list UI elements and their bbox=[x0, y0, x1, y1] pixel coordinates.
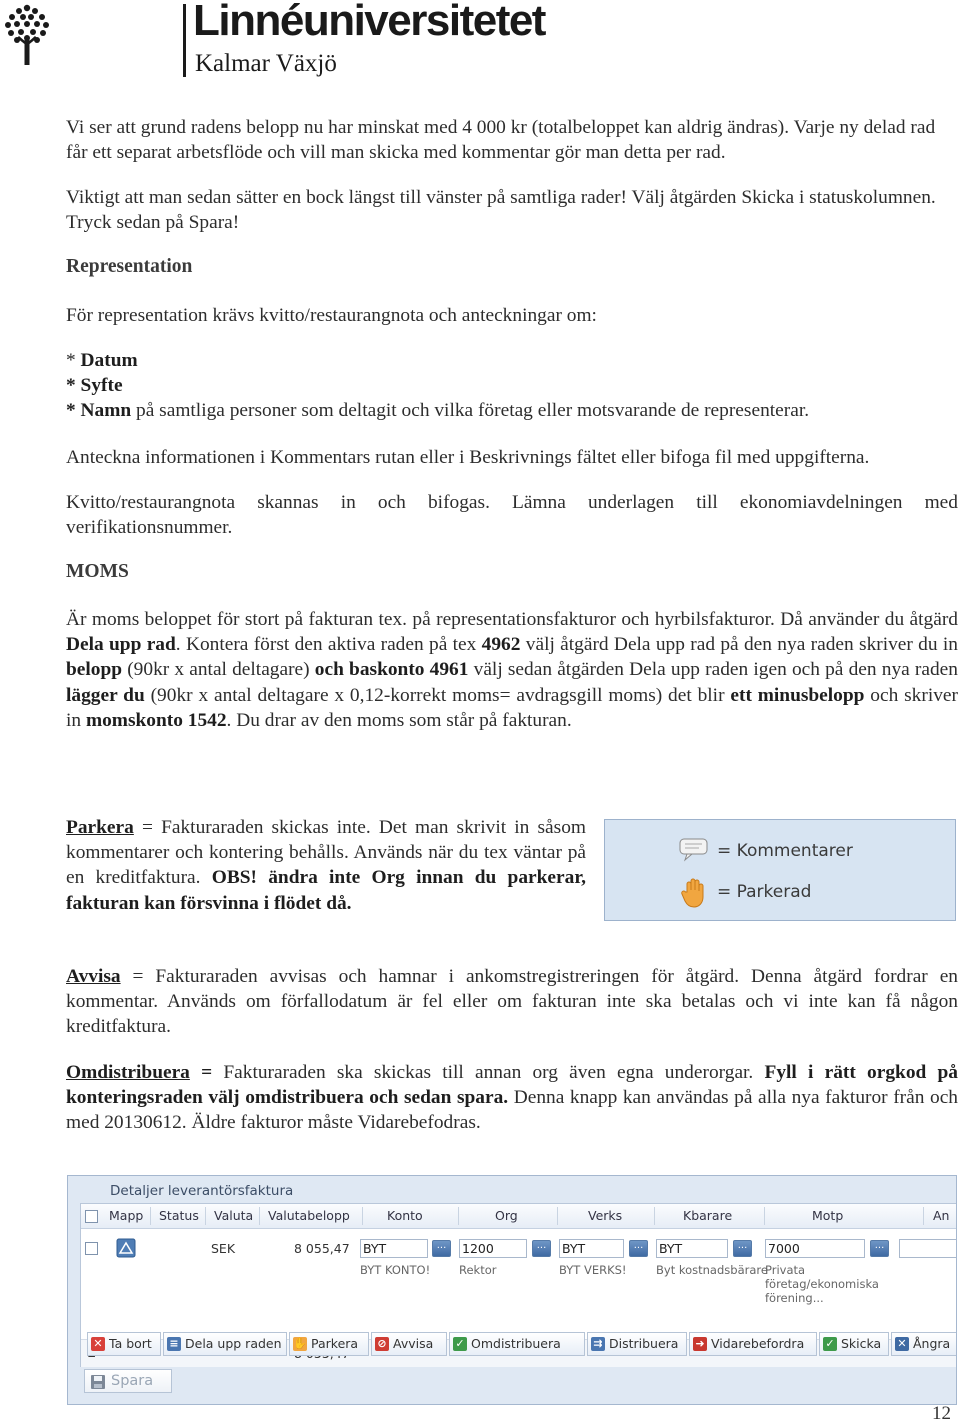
select-all-checkbox[interactable] bbox=[85, 1210, 98, 1223]
col-status[interactable]: Status bbox=[159, 1208, 199, 1223]
motp-hint-line3: förening... bbox=[765, 1291, 824, 1305]
col-kbarare[interactable]: Kbarare bbox=[683, 1208, 733, 1223]
distribute-icon: ⇉ bbox=[591, 1337, 605, 1351]
send-button[interactable]: ✓ Skicka bbox=[819, 1332, 889, 1356]
representation-note-scan: Kvitto/restaurangnota skannas in och bifogas. Lämna underlagen till ekonomiavdelningen med verifikationsnummer. bbox=[66, 492, 958, 539]
col-org[interactable]: Org bbox=[495, 1208, 518, 1223]
avvisa-term: Avvisa bbox=[66, 966, 121, 987]
park-button[interactable]: ✋ Parkera bbox=[289, 1332, 369, 1356]
legend-parked-label: = Parkerad bbox=[717, 882, 812, 902]
logo-title: Linnéuniversitetet bbox=[193, 0, 545, 45]
redistribute-icon: ✓ bbox=[453, 1337, 467, 1351]
motp-input[interactable]: 7000 bbox=[765, 1239, 865, 1258]
konto-input[interactable]: BYT bbox=[360, 1239, 428, 1258]
forward-icon: ➜ bbox=[693, 1337, 707, 1351]
org-hint: Rektor bbox=[459, 1263, 497, 1277]
invoice-details-panel bbox=[67, 1175, 957, 1405]
list-item: * Syfte bbox=[66, 375, 123, 397]
verks-input[interactable]: BYT bbox=[559, 1239, 624, 1258]
paragraph-split-rows: Vi ser att grund radens belopp nu har minskat med 4 000 kr (totalbeloppet kan aldrig ändras). Varje ny delad rad får ett separat arbetsflöde och vill man skicka med kommentar gör man detta per rad. bbox=[66, 117, 936, 164]
folder-icon[interactable] bbox=[116, 1238, 136, 1258]
split-icon: ≡ bbox=[167, 1337, 181, 1351]
university-tree-logo-icon bbox=[3, 2, 51, 66]
parkera-paragraph: Parkera = Fakturaraden skickas inte. Det man skrivit in såsom kommentarer och kontering behålls. Används när du tex väntar på en kreditfaktura. OBS! ändra inte Org innan du parkerar, fakturan kan försvinna i flödet då. bbox=[66, 817, 587, 914]
konto-hint: BYT KONTO! bbox=[360, 1263, 431, 1277]
col-valuta[interactable]: Valuta bbox=[214, 1208, 254, 1223]
motp-lookup-button[interactable]: ... bbox=[870, 1240, 889, 1257]
hand-icon: ✋ bbox=[293, 1337, 307, 1350]
forward-button[interactable]: ➜ Vidarebefordra bbox=[689, 1332, 817, 1356]
org-input[interactable]: 1200 bbox=[459, 1239, 527, 1258]
heading-representation: Representation bbox=[66, 256, 193, 277]
kbarare-lookup-button[interactable]: ... bbox=[733, 1240, 752, 1257]
verks-hint: BYT VERKS! bbox=[559, 1263, 627, 1277]
redistribute-button[interactable]: ✓ Omdistribuera bbox=[449, 1332, 585, 1356]
col-motp[interactable]: Motp bbox=[812, 1208, 844, 1223]
list-item: * Datum bbox=[66, 350, 138, 371]
undo-icon: ✕ bbox=[895, 1337, 909, 1351]
kbarare-input[interactable]: BYT bbox=[656, 1239, 728, 1258]
representation-note-comment: Anteckna informationen i Kommentars rutan eller i Beskrivnings fältet eller bifoga fil med uppgifterna. bbox=[66, 447, 870, 468]
representation-intro: För representation krävs kvitto/restaurangnota och anteckningar om: bbox=[66, 305, 597, 326]
reject-icon: ⊘ bbox=[375, 1337, 389, 1351]
icon-legend bbox=[604, 819, 956, 921]
avvisa-paragraph: Avvisa = Fakturaraden avvisas och hamnar i ankomstregistreringen för åtgärd. Denna åtgärd fordrar en kommentar. Används om förfallodatum är fel eller om fakturan inte ska betalas och vi inte kan få någon kreditfaktura. bbox=[66, 966, 958, 1038]
omdistribuera-paragraph: Omdistribuera = Fakturaraden ska skickas till annan org även egna underorgar. Fyll i rätt orgkod på konteringsraden välj omdistribuera och sedan spara. Denna knapp kan användas på alla nya fakturor från och med 20130612. Äldre fakturor måste Vidarebefodras. bbox=[66, 1062, 958, 1134]
action-toolbar bbox=[87, 1332, 957, 1358]
split-row-button[interactable]: ≡ Dela upp raden bbox=[163, 1332, 287, 1356]
row-checkbox[interactable] bbox=[85, 1242, 98, 1255]
konto-lookup-button[interactable]: ... bbox=[432, 1240, 451, 1257]
col-an[interactable]: An bbox=[933, 1208, 950, 1223]
undo-button[interactable]: ✕ Ångra bbox=[891, 1332, 957, 1356]
col-konto[interactable]: Konto bbox=[387, 1208, 423, 1223]
parkera-term: Parkera bbox=[66, 817, 134, 838]
motp-hint-line2: företag/ekonomiska bbox=[765, 1277, 879, 1291]
currency-value: SEK bbox=[211, 1241, 236, 1256]
paragraph-check-rows: Viktigt att man sedan sätter en bock längst till vänster på samtliga rader! Välj åtgärden Skicka i statuskolumnen. Tryck sedan på Spara! bbox=[66, 187, 936, 234]
hand-icon bbox=[681, 878, 707, 908]
distribute-button[interactable]: ⇉ Distribuera bbox=[587, 1332, 687, 1356]
an-input[interactable] bbox=[899, 1239, 957, 1258]
logo-divider bbox=[183, 4, 186, 77]
moms-paragraph: Är moms beloppet för stort på fakturan tex. på representationsfakturor och hyrbilsfakturor. Då använder du åtgärd Dela upp rad. Kontera först den aktiva raden på tex 4962 välj åtgärd Dela upp rad på den nya raden skriver du in belopp (90kr x antal deltagare) och baskonto 4961 välj sedan åtgärden Dela upp raden igen och på den nya raden lägger du (90kr x antal deltagare x 0,12-korrekt moms= avdragsgill moms) det blir ett minusbelopp och skriver in momskonto 1542. Du drar av den moms som står på fakturan. bbox=[66, 609, 958, 731]
col-valutabelopp[interactable]: Valutabelopp bbox=[268, 1208, 350, 1223]
disk-icon bbox=[90, 1374, 106, 1390]
heading-moms: MOMS bbox=[66, 561, 129, 582]
org-lookup-button[interactable]: ... bbox=[532, 1240, 551, 1257]
delete-button[interactable]: ✕ Ta bort bbox=[87, 1332, 161, 1356]
panel-title: Detaljer leverantörsfaktura bbox=[110, 1183, 294, 1199]
verks-lookup-button[interactable]: ... bbox=[629, 1240, 648, 1257]
reject-button[interactable]: ⊘ Avvisa bbox=[371, 1332, 447, 1356]
delete-icon: ✕ bbox=[91, 1337, 105, 1351]
page-number: 12 bbox=[932, 1403, 951, 1424]
list-item: * Namn på samtliga personer som deltagit och vilka företag eller motsvarande de representerar. bbox=[66, 400, 810, 422]
speech-bubble-icon bbox=[679, 838, 709, 862]
save-button[interactable]: Spara bbox=[84, 1369, 172, 1393]
amount-value: 8 055,47 bbox=[294, 1241, 350, 1256]
col-verks[interactable]: Verks bbox=[588, 1208, 623, 1223]
kbarare-hint: Byt kostnadsbärare bbox=[656, 1263, 768, 1277]
omdistribuera-term: Omdistribuera bbox=[66, 1062, 190, 1083]
legend-comments-label: = Kommentarer bbox=[717, 841, 853, 861]
grid-header bbox=[81, 1204, 957, 1229]
logo-subtitle: Kalmar Växjö bbox=[195, 50, 337, 77]
motp-hint-line1: Privata bbox=[765, 1263, 806, 1277]
representation-list bbox=[66, 348, 958, 424]
col-mapp[interactable]: Mapp bbox=[109, 1208, 144, 1223]
send-icon: ✓ bbox=[823, 1337, 837, 1351]
